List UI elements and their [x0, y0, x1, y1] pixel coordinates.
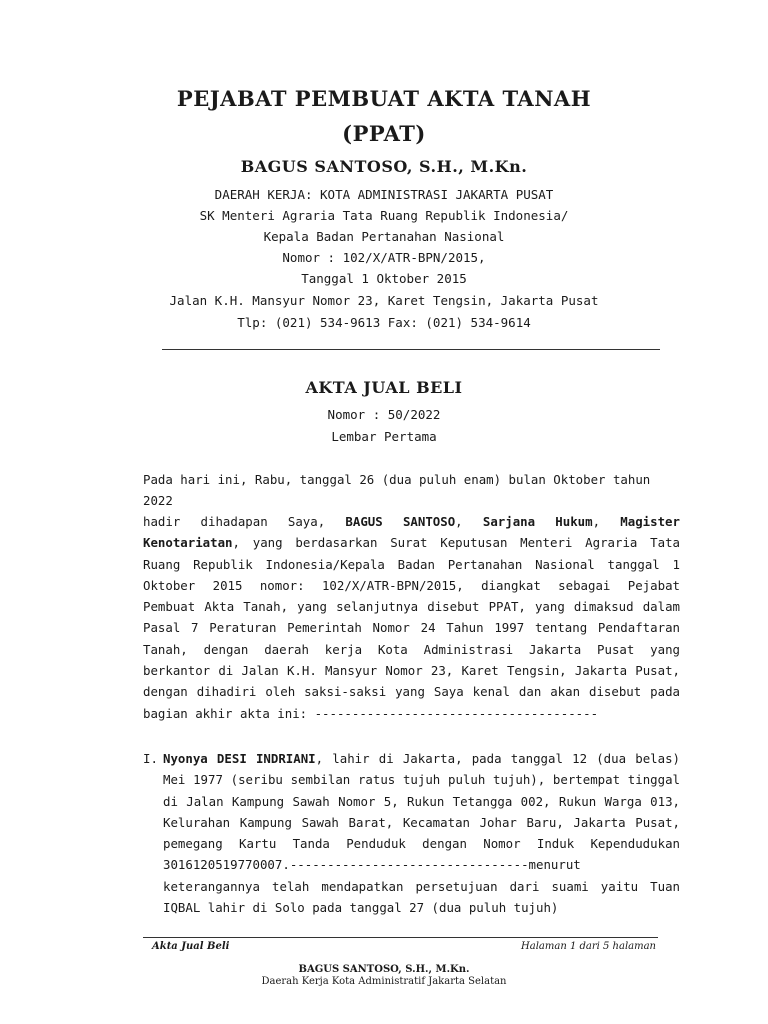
footer-deed-name: Akta Jual Beli [152, 941, 230, 952]
party-number: I. [143, 751, 158, 766]
deed-sheet: Lembar Pertama [331, 429, 437, 444]
office-title: PEJABAT PEMBUAT AKTA TANAH [176, 86, 592, 111]
office-title-abbrev: (PPAT) [342, 121, 426, 146]
footer-divider [143, 937, 658, 938]
footer-official-name: BAGUS SANTOSO, S.H., M.Kn. [298, 964, 470, 975]
party-1-details: , lahir di Jakarta, pada tanggal 12 (dua belas) Mei 1977 (seribu sembilan ratus tujuh puluh tujuh), bertempat tinggal di Jalan Kampung Sawah Nomor 5, Rukun Tetangga 002, Rukun Warga 013, Kelurahan Kampung Sawah Barat, Kecamatan Johar Baru, Jakarta Pusat, pemegang Kartu Tanda Penduduk dengan Nomor Induk Kependudukan 3016120519770007.--------------------------------menurut keterangannya telah mendapatkan persetujuan dari suami yaitu Tuan IQBAL lahir di Solo pada tanggal 27 (dua puluh tujuh) [163, 751, 680, 916]
header-decree-date: Tanggal 1 Oktober 2015 [301, 271, 467, 286]
appear-separator: , [592, 514, 621, 529]
party-1-text [163, 748, 680, 918]
footer-page-count: Halaman 1 dari 5 halaman [521, 941, 656, 952]
header-work-area: DAERAH KERJA: KOTA ADMINISTRASI JAKARTA PUSAT [214, 187, 554, 202]
opening-date: Pada hari ini, Rabu, tanggal 26 (dua puluh enam) bulan Oktober tahun 2022 [143, 472, 651, 509]
party-1 [143, 748, 680, 918]
appear-degree-2: Magister Kenotariatan [143, 514, 680, 551]
header-divider [162, 349, 660, 350]
party-1-name: Nyonya DESI INDRIANI [163, 751, 316, 766]
header-decree-line2: Kepala Badan Pertanahan Nasional [263, 229, 505, 244]
appear-degree-1: Sarjana Hukum [482, 514, 593, 529]
deed-title: AKTA JUAL BELI [305, 378, 463, 397]
appear-prefix: hadir dihadapan Saya, [143, 514, 346, 529]
appear-official-name: BAGUS SANTOSO [345, 514, 456, 529]
appear-separator: , [455, 514, 483, 529]
header-decree-number: Nomor : 102/X/ATR-BPN/2015, [282, 250, 486, 265]
header-phone: Tlp: (021) 534-9613 Fax: (021) 534-9614 [237, 315, 531, 330]
appear-rest: , yang berdasarkan Surat Keputusan Menteri Agraria Tata Ruang Republik Indonesia/Kepala Badan Pertanahan Nasional tanggal 1 Oktober 2015 nomor: 102/X/ATR-BPN/2015, diangkat sebagai Pejabat Pembuat Akta Tanah, yang selanjutnya disebut PPAT, yang dimaksud dalam Pasal 7 Peraturan Pemerintah Nomor 24 Tahun 1997 tentang Pendaftaran Tanah, dengan daerah kerja Kota Administrasi Jakarta Pusat yang berkantor di Jalan K.H. Mansyur Nomor 23, Karet Tengsin, Jakarta Pusat, dengan dihadiri oleh saksi-saksi yang Saya kenal dan akan disebut pada bagian akhir akta ini: -------------------------------------- [143, 535, 680, 721]
header-address: Jalan K.H. Mansyur Nomor 23, Karet Tengsin, Jakarta Pusat [169, 293, 599, 308]
header-decree-line1: SK Menteri Agraria Tata Ruang Republik Indonesia/ [199, 208, 569, 223]
footer-work-area: Daerah Kerja Kota Administratif Jakarta Selatan [261, 976, 507, 987]
official-name: BAGUS SANTOSO, S.H., M.Kn. [240, 157, 528, 176]
deed-number: Nomor : 50/2022 [327, 407, 441, 422]
opening-paragraph [143, 511, 680, 724]
